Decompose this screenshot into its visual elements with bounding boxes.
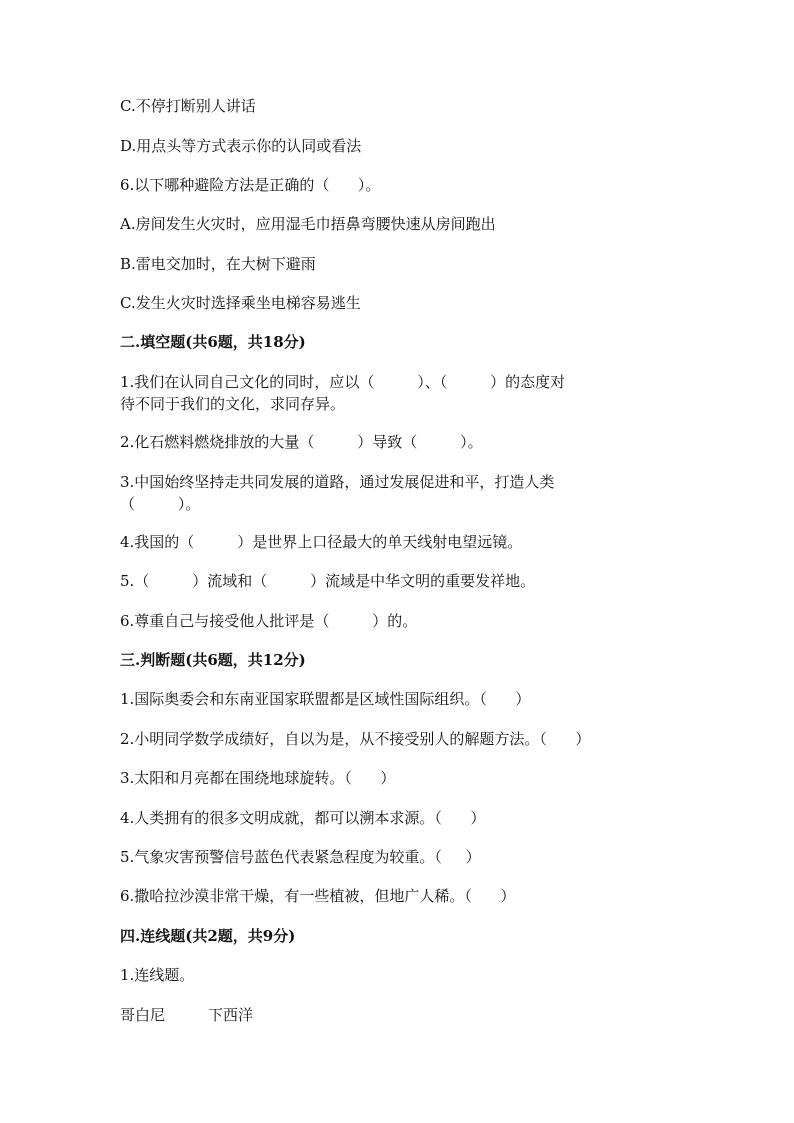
section-match-heading: 四.连线题(共2题，共9分) xyxy=(120,927,296,945)
q6-option-c: C.发生火灾时选择乘坐电梯容易逃生 xyxy=(120,294,361,312)
q6-option-a: A.房间发生火灾时，应用湿毛巾捂鼻弯腰快速从房间跑出 xyxy=(120,215,496,233)
fill-q5: 5.（ ）流域和（ ）流域是中华文明的重要发祥地。 xyxy=(120,572,536,590)
q5-option-d: D.用点头等方式表示你的认同或看法 xyxy=(120,137,362,155)
match-q1: 1.连线题。 xyxy=(120,966,195,984)
judge-q4: 4.人类拥有的很多文明成就，都可以溯本求源。（ ） xyxy=(120,809,486,827)
section-fill-heading: 二.填空题(共6题，共18分) xyxy=(120,333,306,351)
judge-q3: 3.太阳和月亮都在围绕地球旋转。（ ） xyxy=(120,769,396,787)
fill-q2: 2.化石燃料燃烧排放的大量（ ）导致（ ）。 xyxy=(120,433,483,451)
q6-question: 6.以下哪种避险方法是正确的（ ）。 xyxy=(120,176,381,194)
judge-q6: 6.撒哈拉沙漠非常干燥，有一些植被，但地广人稀。（ ） xyxy=(120,887,516,905)
judge-q5: 5.气象灾害预警信号蓝色代表紧急程度为较重。（ ） xyxy=(120,848,481,866)
fill-q1-line1: 1.我们在认同自己文化的同时，应以（ ）、（ ）的态度对 xyxy=(120,373,566,391)
q5-option-c: C.不停打断别人讲话 xyxy=(120,97,256,115)
match-left-item: 哥白尼 xyxy=(120,1006,166,1024)
section-judge-heading: 三.判断题(共6题，共12分) xyxy=(120,651,306,669)
judge-q1: 1.国际奥委会和东南亚国家联盟都是区域性国际组织。（ ） xyxy=(120,690,531,708)
q6-option-b: B.雷电交加时，在大树下避雨 xyxy=(120,255,316,273)
judge-q2: 2.小明同学数学成绩好，自以为是，从不接受别人的解题方法。（ ） xyxy=(120,730,591,748)
match-right-item: 下西洋 xyxy=(208,1006,254,1024)
fill-q4: 4.我国的（ ）是世界上口径最大的单天线射电望远镜。 xyxy=(120,533,523,551)
fill-q3-line1: 3.中国始终坚持走共同发展的道路，通过发展促进和平，打造人类 xyxy=(120,473,555,491)
fill-q1-line2: 待不同于我们的文化，求同存异。 xyxy=(120,395,346,413)
fill-q3-line2: （ ）。 xyxy=(120,495,201,513)
fill-q6: 6.尊重自己与接受他人批评是（ ）的。 xyxy=(120,612,418,630)
